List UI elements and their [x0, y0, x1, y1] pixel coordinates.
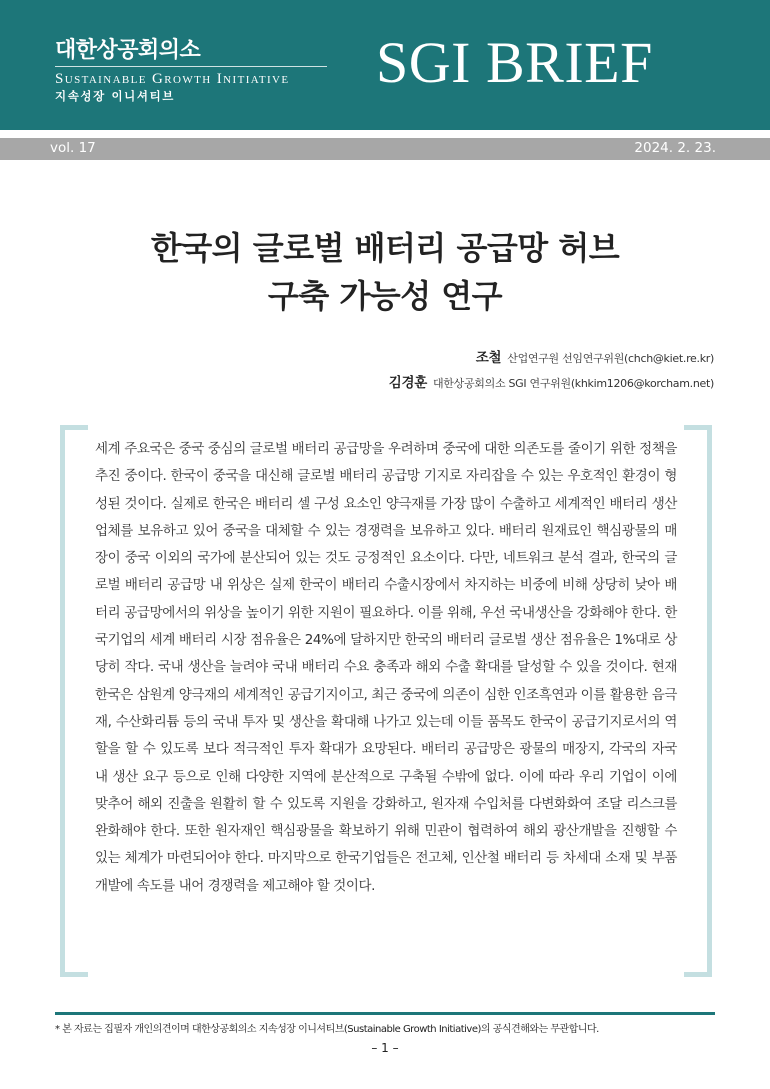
- title-line-2: 구축 가능성 연구: [267, 277, 503, 315]
- volume-label: vol. 17: [50, 140, 96, 156]
- org-sub-kr: 지속성장 이니셔티브: [55, 89, 175, 103]
- org-name-kr: 대한상공회의소: [55, 38, 201, 63]
- author-name: 조철: [475, 350, 502, 366]
- title-line-1: 한국의 글로벌 배터리 공급망 허브: [150, 229, 620, 267]
- footnote: * 본 자료는 집필자 개인의견이며 대한상공회의소 지속성장 이니셔티브(Sustainable Growth Initiative)의 공식견해와는 무관합니다.: [55, 1024, 599, 1035]
- authors-block: [389, 346, 714, 396]
- author-entry: [389, 346, 714, 371]
- org-name-en: Sustainable Growth Initiative: [55, 71, 290, 87]
- document-title: [0, 224, 770, 320]
- author-entry: [389, 371, 714, 396]
- org-divider: [55, 66, 327, 67]
- header-banner: [0, 0, 770, 130]
- brief-title: SGI BRIEF: [376, 30, 653, 95]
- summary-text: 세계 주요국은 중국 중심의 글로벌 배터리 공급망을 우려하며 중국에 대한 의존도를 줄이기 위한 정책을 추진 중이다. 한국이 중국을 대신해 글로벌 배터리 공급망 기지로 자리잡을 수 있는 우호적인 환경이 형성된 것이다. 실제로 한국은 배터리 셀 구성 요소인 양극재를 가장 많이 수출하고 세계적인 배터리 생산업체를 보유하고 있어 중국을 대체할 수 있는 경쟁력을 보유하고 있다. 배터리 원재료인 핵심광물의 매장이 중국 이외의 국가에 분산되어 있는 것도 긍정적인 요소이다. 다만, 네트워크 분석 결과, 한국의 글로벌 배터리 공급망 내 위상은 실제 한국이 배터리 수출시장에서 차지하는 비중에 비해 상당히 낮아 배터리 공급망에서의 위상을 높이기 위한 지원이 필요하다. 이를 위해, 우선 국내생산을 강화해야 한다. 한국기업의 세계 배터리 시장 점유율은 24%에 달하지만 한국의 배터리 글로벌 생산 점유율은 1%대로 상당히 작다. 국내 생산을 늘려야 국내 배터리 수요 충족과 해외 수출 확대를 달성할 수 있을 것이다. 현재 한국은 삼원계 양극재의 세계적인 공급기지이고, 최근 중국에 의존이 심한 인조흑연과 이를 활용한 음극재, 수산화리튬 등의 국내 투자 및 생산을 확대해 나가고 있는데 이들 품목도 한국이 공급기지로서의 역할을 할 수 있도록 보다 적극적인 투자 확대가 요망된다. 배터리 공급망은 광물의 매장지, 각국의 자국 내 생산 요구 등으로 인해 다양한 지역에 분산적으로 구축될 수밖에 없다. 이에 따라 우리 기업이 이에 맞추어 해외 진출을 원활히 할 수 있도록 지원을 강화하고, 원자재 수입처를 다변화화여 조달 리스크를 완화해야 한다. 또한 원자재인 핵심광물을 확보하기 위해 민관이 협력하여 해외 광산개발을 진행할 수 있는 체계가 마련되어야 한다. 마지막으로 한국기업들은 전고체, 인산철 배터리 등 차세대 소재 및 부품 개발에 속도를 내어 경쟁력을 제고해야 할 것이다.: [95, 441, 677, 894]
- footer-divider: [55, 1012, 715, 1015]
- volume-bar: [0, 138, 770, 160]
- date-label: 2024. 2. 23.: [634, 140, 716, 156]
- author-affiliation: 산업연구원 선임연구위원(chch@kiet.re.kr): [507, 352, 714, 365]
- author-name: 김경훈: [388, 375, 427, 391]
- summary-bracket-right: [684, 425, 712, 977]
- author-affiliation: 대한상공회의소 SGI 연구위원(khkim1206@korcham.net): [432, 377, 714, 390]
- page-number: – 1 –: [371, 1041, 399, 1055]
- summary-bracket-left: [60, 425, 88, 977]
